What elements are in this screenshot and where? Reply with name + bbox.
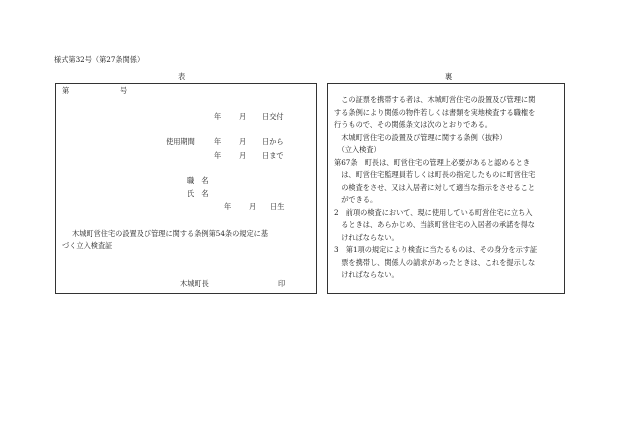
back-card (327, 83, 565, 294)
back-provisions-text (334, 96, 562, 286)
back-text-line: 行うもので、その関係条文は次のとおりである。 (334, 120, 492, 129)
issue-year: 年 (214, 112, 222, 121)
back-text-line: ければならない。 (334, 232, 399, 242)
period-from-month: 月 (239, 137, 247, 146)
birth-year: 年 (224, 202, 232, 211)
back-text-line: るときは、あらかじめ、当該町営住宅の入居者の承諾を得な (334, 220, 535, 229)
job-title-label: 職 名 (187, 176, 209, 185)
back-text-line: ができる。 (334, 195, 378, 204)
period-to-month: 月 (239, 151, 247, 160)
issuer-name: 木城町長 (180, 279, 209, 288)
certificate-text-line1: 木城町営住宅の設置及び管理に関する条例第54条の規定に基 (72, 229, 269, 238)
back-text-line: （立入検査） (334, 145, 381, 154)
period-from-day: 日から (262, 137, 284, 146)
back-text-line: の検査をさせ、又は入居者に対して適当な指示をさせること (334, 182, 536, 192)
back-text-line: 第67条 町長は、町営住宅の管理上必要があると認めるとき (334, 157, 531, 167)
period-from-year: 年 (214, 137, 222, 146)
back-text-line: ければならない。 (334, 270, 399, 279)
name-label: 氏 名 (187, 189, 209, 198)
period-label: 使用期間 (166, 137, 195, 146)
number-suffix: 号 (120, 86, 128, 95)
period-to-year: 年 (214, 151, 222, 160)
back-text-line: は、町営住宅監理員若しくは町長の指定したものに町営住宅 (334, 170, 536, 179)
front-card (55, 83, 317, 294)
front-side-label: 表 (178, 72, 186, 81)
back-text-line: 2 前項の検査において、現に使用している町営住宅に立ち入 (334, 207, 533, 217)
seal-mark: 印 (278, 279, 286, 288)
issue-day: 日交付 (262, 112, 284, 121)
birth-month: 月 (249, 202, 257, 211)
form-number-title: 様式第32号（第27条関係） (54, 55, 145, 64)
birth-day: 日生 (270, 202, 285, 211)
back-side-label: 裏 (445, 72, 453, 81)
issue-month: 月 (239, 112, 247, 121)
back-text-line: 票を携帯し、関係人の請求があったときは、これを提示しな (334, 257, 536, 267)
back-text-line: する条例により関係の物件若しくは書類を実地検査する職権を (334, 107, 536, 117)
number-prefix: 第 (62, 86, 70, 95)
period-to-day: 日まで (262, 151, 284, 160)
back-text-line: 3 第1項の規定により検査に当たるものは、その身分を示す証 (334, 245, 538, 254)
back-text-line: 木城町営住宅の設置及び管理に関する条例（抜粋） (334, 132, 507, 142)
back-text-line: この証票を携帯する者は、木城町営住宅の設置及び管理に関 (334, 95, 536, 104)
certificate-text-line2: づく立入検査証 (62, 241, 113, 250)
